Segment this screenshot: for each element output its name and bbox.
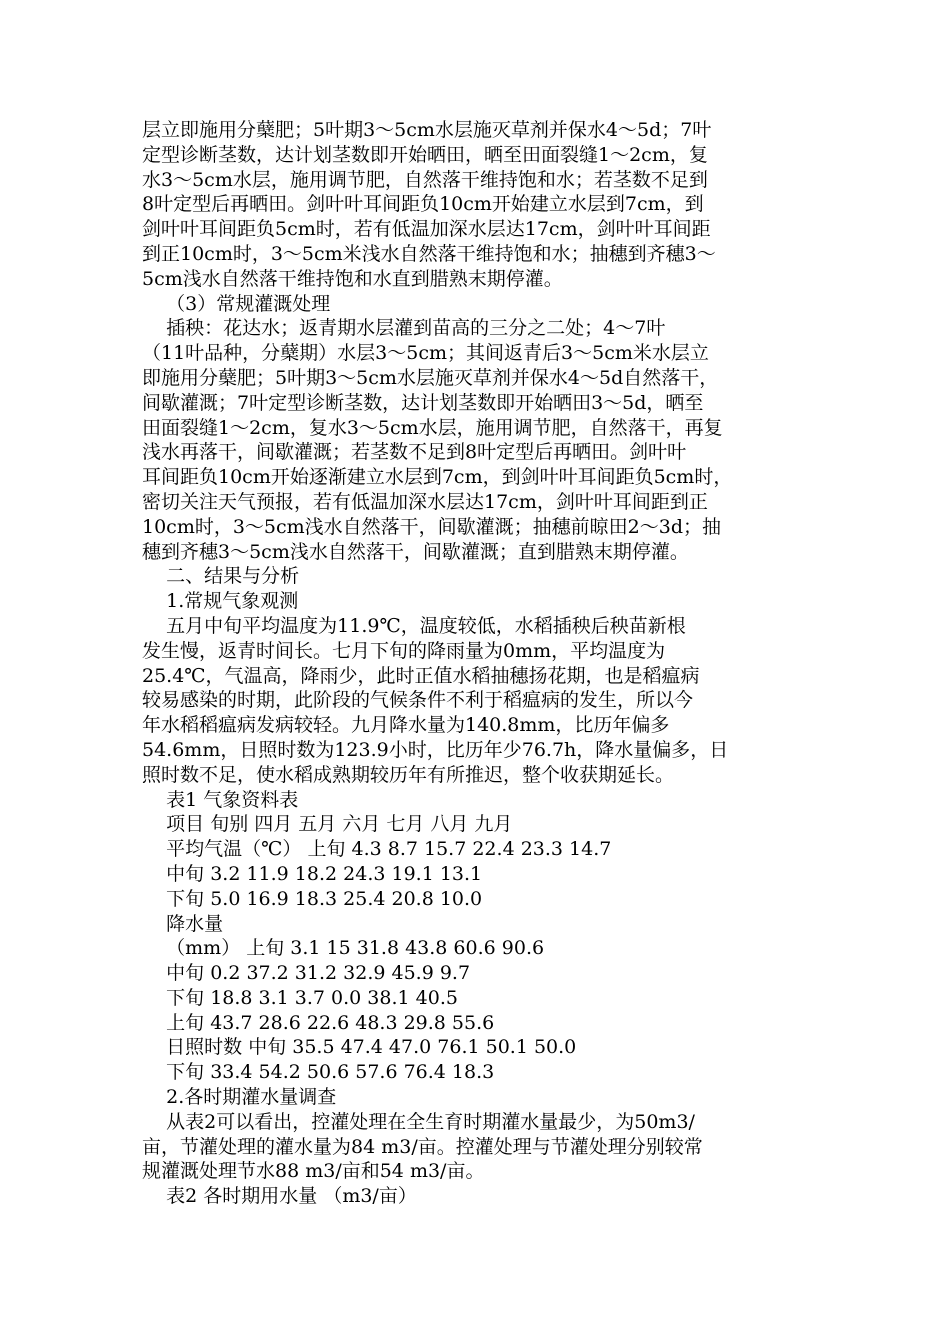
- text-line: 到正10cm时，3～5cm米浅水自然落干维持饱和水；抽穗到齐穗3～: [142, 242, 716, 265]
- text-line: 密切关注天气预报，若有低温加深水层达17cm，剑叶叶耳间距到正: [142, 490, 708, 513]
- text-line: （11叶品种，分蘖期）水层3～5cm；其间返青后3～5cm米水层立: [142, 342, 709, 365]
- table-header-row: 项目 旬别 四月 五月 六月 七月 八月 九月: [142, 813, 513, 836]
- text-line: 间歇灌溉；7叶定型诊断茎数，达计划茎数即开始晒田3～5d，晒至: [142, 391, 704, 414]
- text-line: 54.6mm，日照时数为123.9小时，比历年少76.7h，降水量偏多，日: [142, 738, 729, 761]
- text-line: 田面裂缝1～2cm，复水3～5cm水层，施用调节肥，自然落干，再复: [142, 416, 723, 439]
- text-line: 年水稻稻瘟病发病较轻。九月降水量为140.8mm，比历年偏多: [142, 714, 670, 737]
- table-caption: 表1 气象资料表: [142, 788, 299, 811]
- text-line: 10cm时，3～5cm浅水自然落干，间歇灌溉；抽穗前晾田2～3d；抽: [142, 515, 722, 538]
- text-line: 水3～5cm水层，施用调节肥，自然落干维持饱和水；若茎数不足到: [142, 168, 708, 191]
- text-line: 五月中旬平均温度为11.9℃，温度较低，水稻插秧后秧苗新根: [142, 614, 686, 637]
- text-line: 穗到齐穗3～5cm浅水自然落干，间歇灌溉；直到腊熟末期停灌。: [142, 540, 689, 563]
- table-row: 平均气温（℃） 上旬 4.3 8.7 15.7 22.4 23.3 14.7: [142, 838, 612, 861]
- document-page: [142, 118, 822, 1209]
- subsection-heading: 2.各时期灌水量调查: [142, 1086, 337, 1109]
- table-row: （mm） 上旬 3.1 15 31.8 43.8 60.6 90.6: [142, 937, 545, 960]
- text-line: 耳间距负10cm开始逐渐建立水层到7cm，到剑叶叶耳间距负5cm时，: [142, 466, 733, 489]
- section-heading: 二、结果与分析: [142, 565, 300, 588]
- text-line: 剑叶叶耳间距负5cm时，若有低温加深水层达17cm，剑叶叶耳间距: [142, 218, 711, 241]
- text-line: 亩，节灌处理的灌水量为84 m3/亩。控灌处理与节灌处理分别较常: [142, 1135, 703, 1158]
- text-line: 8叶定型后再晒田。剑叶叶耳间距负10cm开始建立水层到7cm，到: [142, 193, 704, 216]
- text-line: 发生慢，返青时间长。七月下旬的降雨量为0mm，平均温度为: [142, 639, 666, 662]
- table-row: 降水量: [142, 912, 224, 935]
- text-line: 从表2可以看出，控灌处理在全生育时期灌水量最少，为50m3/: [142, 1110, 695, 1133]
- text-line: 插秧：花达水；返青期水层灌到苗高的三分之二处；4～7叶: [142, 317, 666, 340]
- text-line: 即施用分蘖肥；5叶期3～5cm水层施灭草剂并保水4～5d自然落干，: [142, 366, 719, 389]
- text-line: 5cm浅水自然落干维持饱和水直到腊熟末期停灌。: [142, 267, 563, 290]
- table-row: 日照时数 中旬 35.5 47.4 47.0 76.1 50.1 50.0: [142, 1036, 577, 1059]
- text-line: 25.4℃，气温高，降雨少，此时正值水稻抽穗扬花期，也是稻瘟病: [142, 664, 700, 687]
- section-heading: （3）常规灌溉处理: [142, 292, 331, 315]
- table-row: 上旬 43.7 28.6 22.6 48.3 29.8 55.6: [142, 1011, 495, 1034]
- text-line: 较易感染的时期，此阶段的气候条件不利于稻瘟病的发生，所以今: [142, 689, 694, 712]
- text-line: 定型诊断茎数，达计划茎数即开始晒田，晒至田面裂缝1～2cm，复: [142, 143, 708, 166]
- table-row: 下旬 33.4 54.2 50.6 57.6 76.4 18.3: [142, 1061, 495, 1084]
- table-row: 下旬 5.0 16.9 18.3 25.4 20.8 10.0: [142, 887, 483, 910]
- text-line: 层立即施用分蘖肥；5叶期3～5cm水层施灭草剂并保水4～5d；7叶: [142, 119, 712, 141]
- subsection-heading: 1.常规气象观测: [142, 590, 299, 613]
- table-row: 中旬 3.2 11.9 18.2 24.3 19.1 13.1: [142, 862, 483, 885]
- table-row: 中旬 0.2 37.2 31.2 32.9 45.9 9.7: [142, 962, 471, 985]
- table-row: 下旬 18.8 3.1 3.7 0.0 38.1 40.5: [142, 986, 458, 1009]
- table-caption: 表2 各时期用水量 （m3/亩）: [142, 1185, 417, 1208]
- text-line: 照时数不足，使水稻成熟期较历年有所推迟，整个收获期延长。: [142, 763, 675, 786]
- text-line: 浅水再落干，间歇灌溉；若茎数不足到8叶定型后再晒田。剑叶叶: [142, 441, 687, 464]
- text-line: 规灌溉处理节水88 m3/亩和54 m3/亩。: [142, 1160, 485, 1183]
